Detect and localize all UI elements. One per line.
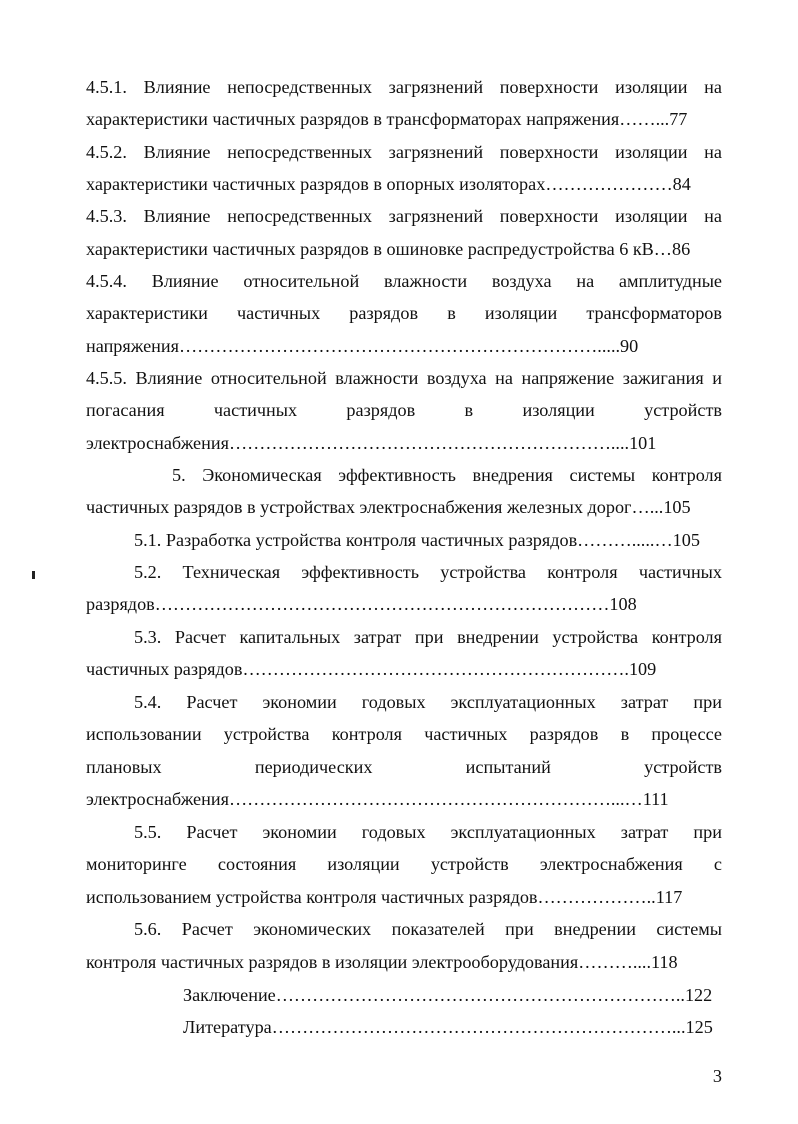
toc-line-4-5-3-cont: характеристики частичных разрядов в ошиновке распредустройства 6 кВ…86 <box>86 239 691 259</box>
page-number: 3 <box>712 1066 722 1086</box>
toc-line-5-5-cont2: использованием устройства контроля частичных разрядов………………..117 <box>86 887 683 907</box>
toc-line-5-4: 5.4. Расчет экономии годовых эксплуатационных затрат при <box>134 692 722 712</box>
toc-line-5-4-cont2: плановых периодических испытаний устройств <box>86 757 722 777</box>
toc-line-5-cont: частичных разрядов в устройствах электроснабжения железных дорог…...105 <box>86 497 691 517</box>
toc-line-4-5-4: 4.5.4. Влияние относительной влажности воздуха на амплитудные <box>86 271 722 291</box>
toc-line-5-3: 5.3. Расчет капитальных затрат при внедрении устройства контроля <box>134 627 722 647</box>
toc-line-5: 5. Экономическая эффективность внедрения системы контроля <box>172 465 722 485</box>
toc-line-5-5: 5.5. Расчет экономии годовых эксплуатационных затрат при <box>134 822 722 842</box>
toc-line-4-5-2-cont: характеристики частичных разрядов в опорных изоляторах…………………84 <box>86 174 691 194</box>
toc-line-conclusion: Заключение…………………………………………………………..122 <box>183 985 713 1005</box>
toc-line-4-5-5-cont2: электроснабжения………………………………………………………....101 <box>86 433 657 453</box>
toc-line-4-5-2: 4.5.2. Влияние непосредственных загрязнений поверхности изоляции на <box>86 142 722 162</box>
toc-line-4-5-5-cont1: погасания частичных разрядов в изоляции устройств <box>86 400 722 420</box>
toc-line-5-3-cont: частичных разрядов……………………………………………………….109 <box>86 659 657 679</box>
toc-line-5-2-cont: разрядов…………………………………………………………………108 <box>86 594 637 614</box>
scan-mark <box>32 571 35 579</box>
toc-line-4-5-5: 4.5.5. Влияние относительной влажности воздуха на напряжение зажигания и <box>86 368 722 388</box>
toc-line-5-2: 5.2. Техническая эффективность устройства контроля частичных <box>134 562 722 582</box>
toc-line-5-6: 5.6. Расчет экономических показателей при внедрении системы <box>134 919 722 939</box>
toc-line-4-5-4-cont1: характеристики частичных разрядов в изоляции трансформаторов <box>86 303 722 323</box>
toc-line-4-5-1: 4.5.1. Влияние непосредственных загрязнений поверхности изоляции на <box>86 77 722 97</box>
toc-line-4-5-1-cont: характеристики частичных разрядов в трансформаторах напряжения……...77 <box>86 109 688 129</box>
toc-line-5-6-cont: контроля частичных разрядов в изоляции электрооборудования………....118 <box>86 952 678 972</box>
toc-line-5-4-cont1: использовании устройства контроля частичных разрядов в процессе <box>86 724 722 744</box>
toc-line-5-1: 5.1. Разработка устройства контроля частичных разрядов……….....…105 <box>134 530 700 550</box>
toc-line-5-4-cont3: электроснабжения………………………………………………………...…111 <box>86 789 669 809</box>
toc-line-references: Литература…………………………………………………………...125 <box>183 1017 713 1037</box>
toc-line-5-5-cont1: мониторинге состояния изоляции устройств электроснабжения с <box>86 854 722 874</box>
toc-line-4-5-3: 4.5.3. Влияние непосредственных загрязнений поверхности изоляции на <box>86 206 722 226</box>
toc-line-4-5-4-cont2: напряжения…………………………………………………………….....90 <box>86 336 639 356</box>
